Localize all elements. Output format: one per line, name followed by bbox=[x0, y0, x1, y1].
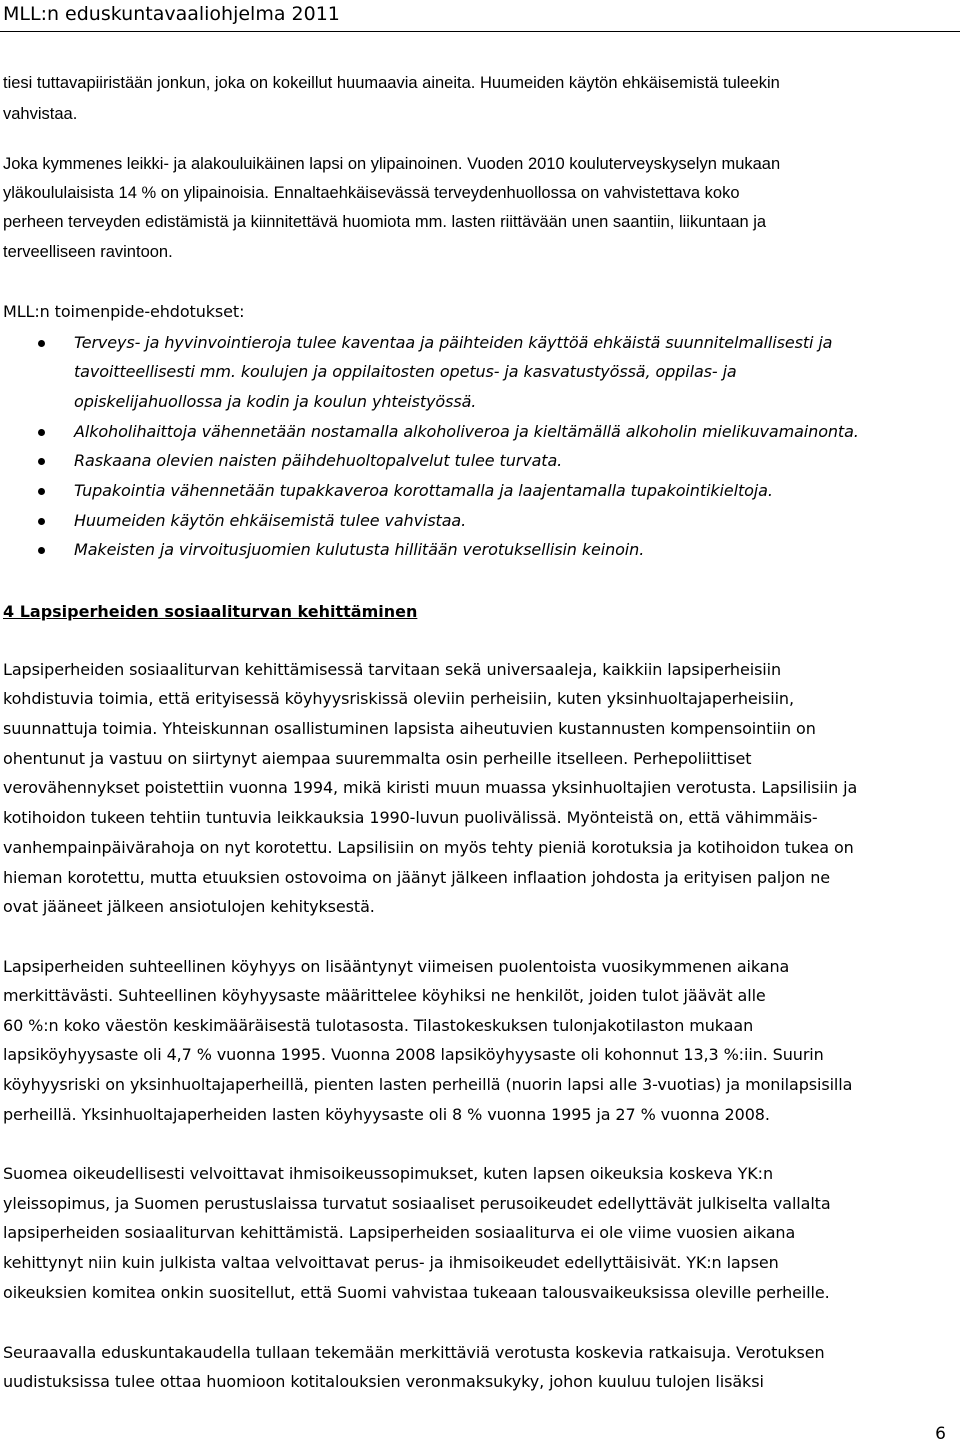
paragraph-line: lapsiperheiden sosiaaliturvan kehittämistä. Lapsiperheiden sosiaaliturva ei ole viime vuosien aikana bbox=[3, 1223, 796, 1242]
bullet-icon bbox=[38, 429, 45, 436]
paragraph-line: kotihoidon tukeen tehtiin tuntuvia leikkauksia 1990-luvun puolivälissä. Myönteistä on, että vähimmäis- bbox=[3, 808, 818, 827]
paragraph-line: kohdistuvia toimia, että erityisessä köyhyysriskissä oleviin perheisiin, kuten yksinhuoltajaperheisiin, bbox=[3, 689, 794, 708]
bullet-item-line: Alkoholihaittoja vähennetään nostamalla alkoholiveroa ja kieltämällä alkoholin mielikuvamainonta. bbox=[74, 422, 859, 441]
paragraph-line: perheillä. Yksinhuoltajaperheiden lasten köyhyysaste oli 8 % vuonna 1995 ja 27 % vuonna 2008. bbox=[3, 1105, 770, 1124]
page-number: 6 bbox=[935, 1424, 946, 1444]
bullet-item-line: Huumeiden käytön ehkäisemistä tulee vahvistaa. bbox=[74, 511, 467, 530]
paragraph-line: suunnattuja toimia. Yhteiskunnan osallistuminen lapsista aiheutuvien kustannusten kompensointiin on bbox=[3, 719, 816, 738]
intro-line: perheen terveyden edistämistä ja kiinnitettävä huomiota mm. lasten riittävään unen saantiin, liikuntaan ja bbox=[3, 213, 767, 231]
intro-line: yläkoululaisista 14 % on ylipainoisia. Ennaltaehkäisevässä terveydenhuollossa on vahvistettava koko bbox=[3, 184, 740, 202]
paragraph-line: kehittynyt niin kuin julkista valtaa velvoittavat perus- ja ihmisoikeudet edellyttäisivät. YK:n lapsen bbox=[3, 1253, 779, 1272]
paragraph-line: Lapsiperheiden sosiaaliturvan kehittämisessä tarvitaan sekä universaaleja, kaikkiin lapsiperheisiin bbox=[3, 660, 782, 679]
paragraph-line: köyhyysriski on yksinhuoltajaperheillä, pienten lasten perheillä (nuorin lapsi alle 3-vuotias) ja monilapsisilla bbox=[3, 1075, 853, 1094]
bullet-icon bbox=[38, 488, 45, 495]
intro-line: Joka kymmenes leikki- ja alakouluikäinen lapsi on ylipainoinen. Vuoden 2010 kouluterveyskyselyn mukaan bbox=[3, 155, 781, 173]
paragraph-line: yleissopimus, ja Suomen perustuslaissa turvatut sosiaaliset perusoikeudet edellyttävät julkiselta vallalta bbox=[3, 1194, 831, 1213]
intro-line: terveelliseen ravintoon. bbox=[3, 243, 173, 261]
paragraph-line: ovat jääneet jälkeen ansiotulojen kehityksestä. bbox=[3, 897, 375, 916]
proposals-heading: MLL:n toimenpide-ehdotukset: bbox=[3, 302, 245, 321]
bullet-icon bbox=[38, 518, 45, 525]
paragraph-line: hieman korotettu, mutta etuuksien ostovoima on jäänyt jälkeen inflaation johdosta ja erityisen paljon ne bbox=[3, 868, 830, 887]
bullet-item-line: Terveys- ja hyvinvointieroja tulee kaventaa ja päihteiden käyttöä ehkäistä suunnitelmallisesti ja bbox=[74, 333, 833, 352]
paragraph-line: Suomea oikeudellisesti velvoittavat ihmisoikeussopimukset, kuten lapsen oikeuksia koskeva YK:n bbox=[3, 1164, 774, 1183]
paragraph-line: merkittävästi. Suhteellinen köyhyysaste määrittelee köyhiksi ne henkilöt, joiden tulot jäävät alle bbox=[3, 986, 766, 1005]
intro-line: tiesi tuttavapiiristään jonkun, joka on kokeillut huumaavia aineita. Huumeiden käytön ehkäisemistä tuleekin bbox=[3, 74, 780, 92]
paragraph-line: lapsiköyhyysaste oli 4,7 % vuonna 1995. Vuonna 2008 lapsiköyhyysaste oli kohonnut 13,3 %:iin. Suurin bbox=[3, 1045, 824, 1064]
paragraph-line: oikeuksien komitea onkin suositellut, että Suomi vahvistaa tukeaan talousvaikeuksissa oleville perheille. bbox=[3, 1283, 830, 1302]
bullet-icon bbox=[38, 340, 45, 347]
header-divider bbox=[0, 31, 960, 32]
bullet-icon bbox=[38, 458, 45, 465]
bullet-item-line: tavoitteellisesti mm. koulujen ja oppilaitosten opetus- ja kasvatustyössä, oppilas- ja bbox=[74, 362, 737, 381]
paragraph-line: verovähennykset poistettiin vuonna 1994, mikä kiristi muun muassa yksinhuoltajien verotusta. Lapsilisiin ja bbox=[3, 778, 858, 797]
bullet-item-line: Raskaana olevien naisten päihdehuoltopalvelut tulee turvata. bbox=[74, 451, 563, 470]
section-heading: 4 Lapsiperheiden sosiaaliturvan kehittäminen bbox=[3, 602, 418, 621]
paragraph-line: vanhempainpäivärahoja on nyt korotettu. Lapsilisiin on myös tehty pieniä korotuksia ja kotihoidon tukea on bbox=[3, 838, 854, 857]
paragraph-line: Lapsiperheiden suhteellinen köyhyys on lisääntynyt viimeisen puolentoista vuosikymmenen aikana bbox=[3, 957, 790, 976]
bullet-icon bbox=[38, 547, 45, 554]
header-title: MLL:n eduskuntavaaliohjelma 2011 bbox=[3, 3, 340, 25]
bullet-item-line: Makeisten ja virvoitusjuomien kulutusta hillitään verotuksellisin keinoin. bbox=[74, 540, 645, 559]
paragraph-line: uudistuksissa tulee ottaa huomioon kotitalouksien veronmaksukyky, johon kuuluu tulojen lisäksi bbox=[3, 1372, 764, 1391]
intro-line: vahvistaa. bbox=[3, 105, 78, 123]
bullet-item-line: opiskelijahuollossa ja kodin ja koulun yhteistyössä. bbox=[74, 392, 477, 411]
paragraph-line: Seuraavalla eduskuntakaudella tullaan tekemään merkittäviä verotusta koskevia ratkaisuja. Verotuksen bbox=[3, 1343, 825, 1362]
paragraph-line: ohentunut ja vastuu on siirtynyt aiempaa suuremmalta osin perheille itselleen. Perhepoliittiset bbox=[3, 749, 752, 768]
paragraph-line: 60 %:n koko väestön keskimääräisestä tulotasosta. Tilastokeskuksen tulonjakotilaston mukaan bbox=[3, 1016, 754, 1035]
bullet-item-line: Tupakointia vähennetään tupakkaveroa korottamalla ja laajentamalla tupakointikieltoja. bbox=[74, 481, 773, 500]
